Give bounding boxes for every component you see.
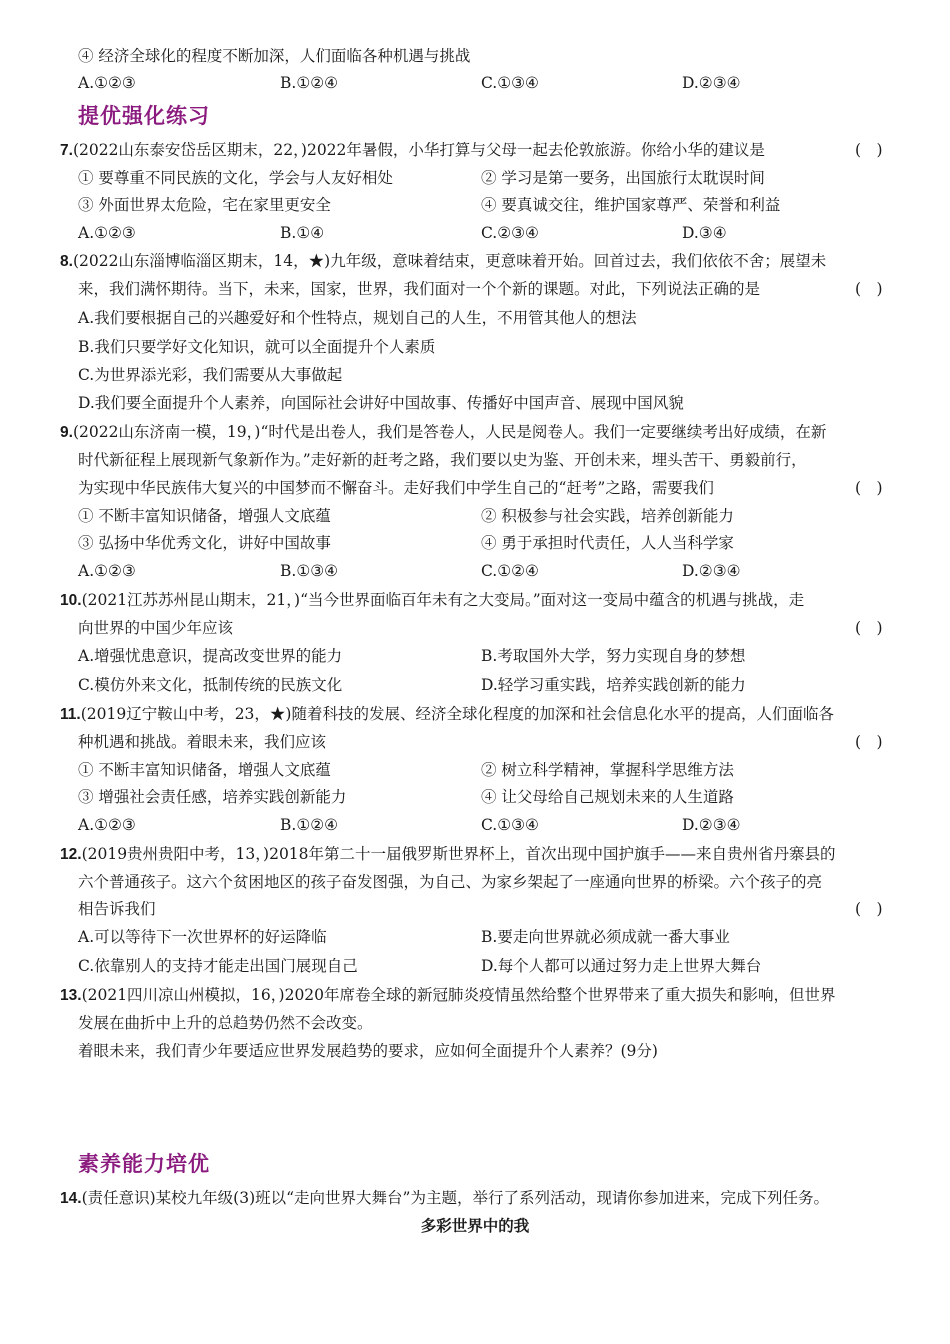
question-7-stem (60, 139, 765, 161)
option-d: D.每个人都可以通过努力走上世界大舞台 (481, 957, 762, 975)
question-10-stem-cont: 向世界的中国少年应该 (78, 619, 234, 637)
option-a: A.可以等待下一次世界杯的好运降临 (78, 928, 327, 946)
question-text: (2021江苏苏州昆山期末，21，)“当今世界面临百年未有之大变局。”面对这一变局中蕴含的机遇与挑战，走 (81, 591, 805, 609)
question-13-stem (60, 984, 836, 1006)
option-b: B.①③④ (280, 562, 339, 580)
section-title-literacy: 素养能力培优 (78, 1152, 210, 1176)
statement-3: ③ 弘扬中华优秀文化，讲好中国故事 (78, 534, 331, 552)
option-d: D.②③④ (682, 74, 741, 92)
section-title-improve: 提优强化练习 (78, 104, 210, 128)
activity-subtitle: 多彩世界中的我 (420, 1217, 530, 1235)
question-text: (2022山东济南一模，19，)“时代是出卷人，我们是答卷人，人民是阅卷人。我们一定要继续考出好成绩，在新 (72, 423, 827, 441)
question-9-stem (60, 421, 826, 443)
option-a: A.我们要根据自己的兴趣爱好和个性特点，规划自己的人生，不用管其他人的想法 (78, 309, 637, 327)
statement-4: ④ 让父母给自己规划未来的人生道路 (481, 788, 734, 806)
statement-2: ② 树立科学精神，掌握科学思维方法 (481, 761, 734, 779)
option-d: D.轻学习重实践，培养实践创新的能力 (481, 676, 746, 694)
question-11-stem (60, 703, 834, 725)
answer-paren[interactable]: ( ) (855, 733, 883, 751)
question-12-stem (60, 843, 836, 865)
option-d: D.②③④ (682, 816, 741, 834)
statement-3: ③ 外面世界太危险，宅在家里更安全 (78, 196, 331, 214)
statement-4: ④ 要真诚交往，维护国家尊严、荣誉和利益 (481, 196, 781, 214)
question-number: 12. (60, 846, 82, 863)
option-a: A.①②③ (78, 224, 136, 242)
option-d: D.我们要全面提升个人素养，向国际社会讲好中国故事、传播好中国声音、展现中国风貌 (78, 394, 684, 412)
question-text: (2022山东泰安岱岳区期末，22，)2022年暑假，小华打算与父母一起去伦敦旅游。你给小华的建议是 (72, 141, 765, 159)
option-a: A.①②③ (78, 816, 136, 834)
option-d: D.②③④ (682, 562, 741, 580)
answer-paren[interactable]: ( ) (855, 280, 883, 298)
option-a: A.①②③ (78, 74, 136, 92)
question-13-stem-cont: 发展在曲折中上升的总趋势仍然不会改变。 (78, 1014, 373, 1032)
option-b: B.我们只要学好文化知识，就可以全面提升个人素质 (78, 338, 436, 356)
statement-1: ① 不断丰富知识储备，增强人文底蕴 (78, 507, 331, 525)
question-number: 9. (60, 424, 73, 441)
option-b: B.①②④ (280, 816, 339, 834)
question-number: 14. (60, 1190, 82, 1207)
option-b: B.考取国外大学，努力实现自身的梦想 (481, 647, 746, 665)
question-8-stem (60, 250, 826, 272)
statement-4: ④ 经济全球化的程度不断加深，人们面临各种机遇与挑战 (78, 47, 471, 65)
question-10-stem (60, 589, 804, 611)
answer-paren[interactable]: ( ) (855, 141, 883, 159)
option-a: A.增强忧患意识，提高改变世界的能力 (78, 647, 343, 665)
answer-paren[interactable]: ( ) (855, 479, 883, 497)
option-c: C.模仿外来文化，抵制传统的民族文化 (78, 676, 343, 694)
question-text: (2019辽宁鞍山中考，23，★)随着科技的发展、经济全球化程度的加深和社会信息化水平的提高，人们面临各 (80, 705, 834, 723)
statement-2: ② 学习是第一要务，出国旅行太耽误时间 (481, 169, 765, 187)
option-b: B.①④ (280, 224, 325, 242)
question-12-stem-cont: 相告诉我们 (78, 900, 156, 918)
option-d: D.③④ (682, 224, 727, 242)
question-number: 7. (60, 142, 73, 159)
statement-3: ③ 增强社会责任感，培养实践创新能力 (78, 788, 347, 806)
option-b: B.要走向世界就必须成就一番大事业 (481, 928, 730, 946)
option-a: A.①②③ (78, 562, 136, 580)
question-14-stem (60, 1187, 829, 1209)
option-b: B.①②④ (280, 74, 339, 92)
question-number: 11. (60, 706, 81, 723)
question-number: 8. (60, 253, 73, 270)
option-c: C.①③④ (481, 74, 539, 92)
question-9-stem-cont: 时代新征程上展现新气象新作为。”走好新的赶考之路，我们要以史为鉴、开创未来，埋头苦干、勇毅前行， (78, 451, 807, 469)
question-number: 13. (60, 987, 82, 1004)
question-12-stem-cont: 六个普通孩子。这六个贫困地区的孩子奋发图强，为自己、为家乡架起了一座通向世界的桥梁。六个孩子的亮 (78, 873, 823, 891)
option-c: C.①③④ (481, 816, 539, 834)
question-number: 10. (60, 592, 82, 609)
question-8-stem-cont: 来，我们满怀期待。当下，未来，国家，世界，我们面对一个个新的课题。对此，下列说法正确的是 (78, 280, 761, 298)
question-11-stem-cont: 种机遇和挑战。着眼未来，我们应该 (78, 733, 327, 751)
statement-2: ② 积极参与社会实践，培养创新能力 (481, 507, 734, 525)
question-text: (2019贵州贵阳中考，13，)2018年第二十一届俄罗斯世界杯上，首次出现中国护旗手——来自贵州省丹寨县的 (81, 845, 836, 863)
option-c: C.①②④ (481, 562, 539, 580)
answer-paren[interactable]: ( ) (855, 900, 883, 918)
question-9-stem-cont: 为实现中华民族伟大复兴的中国梦而不懈奋斗。走好我们中学生自己的“赶考”之路，需要我们 (78, 479, 714, 497)
question-text: (2021四川凉山州模拟，16，)2020年席卷全球的新冠肺炎疫情虽然给整个世界带来了重大损失和影响，但世界 (81, 986, 836, 1004)
answer-paren[interactable]: ( ) (855, 619, 883, 637)
statement-4: ④ 勇于承担时代责任，人人当科学家 (481, 534, 734, 552)
option-c: C.②③④ (481, 224, 539, 242)
option-c: C.依靠别人的支持才能走出国门展现自己 (78, 957, 358, 975)
option-c: C.为世界添光彩，我们需要从大事做起 (78, 366, 343, 384)
statement-1: ① 不断丰富知识储备，增强人文底蕴 (78, 761, 331, 779)
question-text: (2022山东淄博临淄区期末，14，★)九年级，意味着结束，更意味着开始。回首过去，我们依依不舍；展望未 (72, 252, 827, 270)
statement-1: ① 要尊重不同民族的文化，学会与人友好相处 (78, 169, 393, 187)
question-13-prompt: 着眼未来，我们青少年要适应世界发展趋势的要求，应如何全面提升个人素养？(9分) (78, 1042, 658, 1060)
question-text: (责任意识)某校九年级(3)班以“走向世界大舞台”为主题，举行了系列活动，现请你参加进来，完成下列任务。 (81, 1189, 829, 1207)
